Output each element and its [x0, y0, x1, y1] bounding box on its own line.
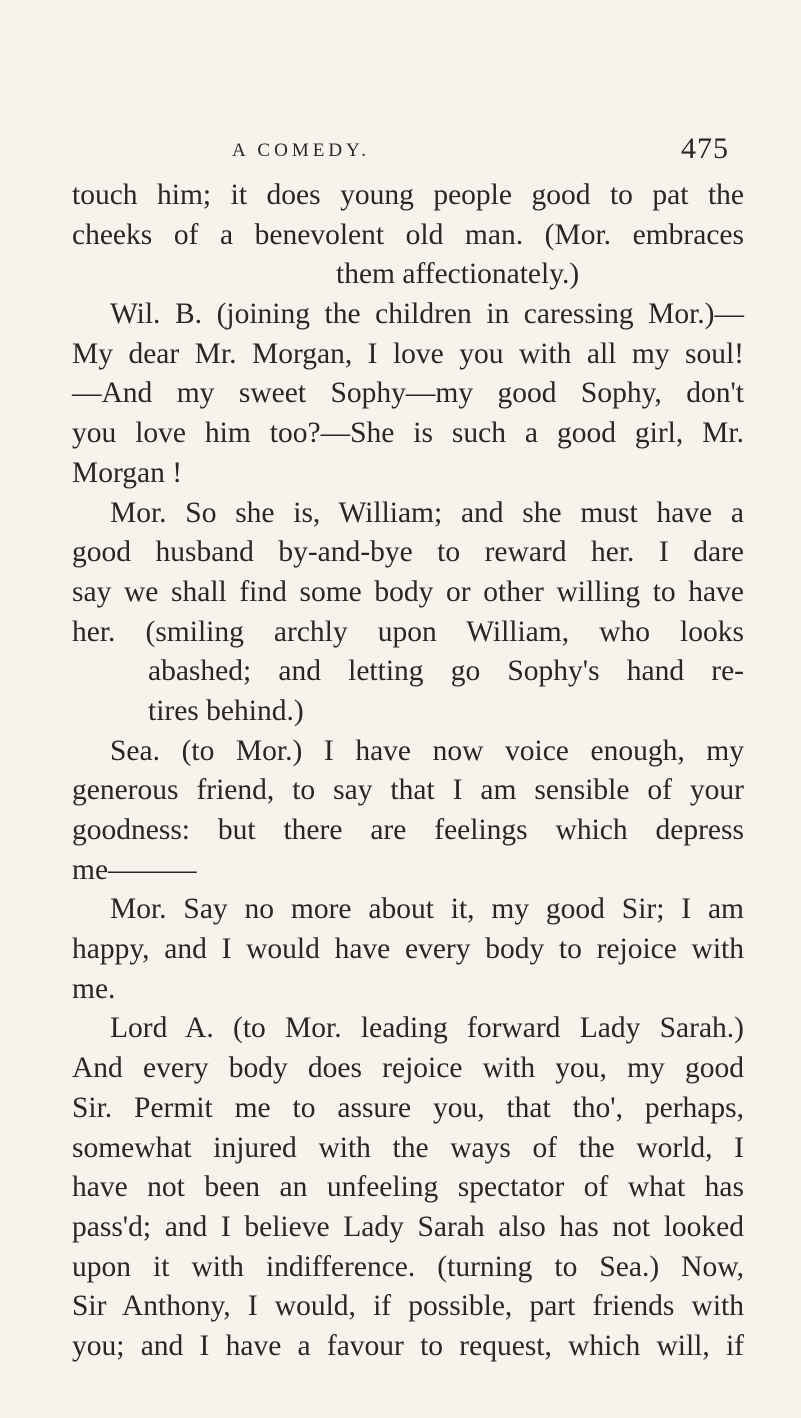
text-line: me. — [72, 972, 116, 1005]
text-line: cheeks of a benevolent old man. (Mor. embraces — [72, 218, 744, 251]
speech-line: Mor. So she is, William; and she must have a — [110, 496, 744, 529]
text-line: touch him; it does young people good to pat the — [72, 179, 744, 211]
speech-line: Sea. (to Mor.) I have now voice enough, my — [110, 734, 744, 767]
page-body — [72, 176, 744, 1367]
text-line: —And my sweet Sophy—my good Sophy, don't — [72, 377, 744, 410]
stage-direction-line: tires behind.) — [148, 694, 304, 727]
text-line: Sir Anthony, I would, if possible, part friends with — [72, 1290, 744, 1323]
page-header — [0, 132, 801, 176]
text-line: goodness: but there are feelings which depress — [72, 814, 744, 846]
speech-line: Mor. Say no more about it, my good Sir; I am — [110, 893, 744, 926]
text-line: you love him too?—She is such a good girl, Mr. — [72, 417, 744, 450]
stage-direction-line: them affectionately.) — [336, 258, 580, 291]
page-number: 475 — [681, 132, 729, 165]
text-line: have not been an unfeeling spectator of what has — [72, 1171, 744, 1204]
text-line: happy, and I would have every body to rejoice with — [72, 933, 744, 966]
text-line: you; and I have a favour to request, which will, if — [72, 1329, 744, 1362]
text-line: My dear Mr. Morgan, I love you with all my soul! — [72, 337, 744, 370]
text-line: pass'd; and I believe Lady Sarah also has not looked — [72, 1210, 744, 1243]
text-line: good husband by-and-bye to reward her. I dare — [72, 536, 744, 569]
text-line: her. (smiling archly upon William, who looks — [72, 615, 744, 648]
running-title: A COMEDY. — [232, 140, 371, 161]
stage-direction-line: abashed; and letting go Sophy's hand re- — [148, 655, 744, 688]
text-line: say we shall find some body or other willing to have — [72, 575, 744, 608]
text-line: Sir. Permit me to assure you, that tho', perhaps, — [72, 1091, 744, 1124]
text-line: upon it with indifference. (turning to Sea.) Now, — [72, 1250, 744, 1283]
speech-line: Wil. B. (joining the children in caressing Mor.)— — [110, 298, 744, 331]
speech-line: Lord A. (to Mor. leading forward Lady Sarah.) — [110, 1012, 744, 1045]
text-line: And every body does rejoice with you, my good — [72, 1052, 744, 1085]
text-line: me——— — [72, 853, 197, 886]
text-line: generous friend, to say that I am sensible of your — [72, 774, 744, 807]
text-line: somewhat injured with the ways of the world, I — [72, 1131, 744, 1164]
text-line: Morgan ! — [72, 456, 183, 489]
